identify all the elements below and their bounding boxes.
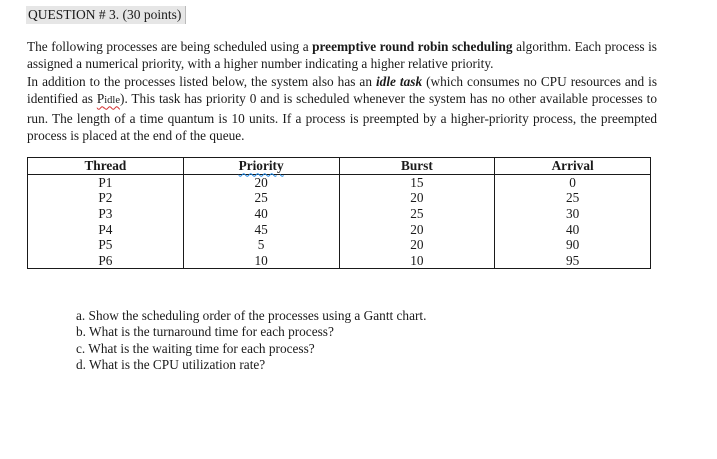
cell-priority: 25 bbox=[183, 190, 339, 206]
intro-paragraph bbox=[27, 38, 657, 73]
idle-task-term: idle task bbox=[375, 74, 423, 89]
cell-thread: P3 bbox=[28, 206, 184, 222]
question-c: c. What is the waiting time for each process? bbox=[76, 340, 315, 356]
table-row bbox=[28, 237, 651, 253]
question-b: b. What is the turnaround time for each process? bbox=[76, 324, 334, 340]
p-idle-subscript: idle bbox=[104, 95, 121, 107]
cell-priority: 40 bbox=[183, 206, 339, 222]
algorithm-name: preemptive round robin scheduling bbox=[312, 39, 513, 54]
cell-burst: 20 bbox=[339, 237, 495, 253]
question-d: d. What is the CPU utilization rate? bbox=[76, 356, 266, 372]
cell-arrival: 90 bbox=[495, 237, 651, 253]
p-idle-main: P bbox=[96, 91, 105, 107]
idle-text-3: ). This task has priority 0 and is scheduled whenever the system has no other available processes to run. The length of a time quantum is 10 units. If a process is preempted by a higher-priority process, the preempted process is placed at the end of the queue. bbox=[27, 91, 657, 143]
cell-burst: 15 bbox=[339, 174, 495, 190]
cell-priority: 45 bbox=[183, 221, 339, 237]
intro-text-2: algorithm. Each process is assigned a numerical priority, with a higher number indicating a higher relative priority. bbox=[27, 39, 657, 72]
cell-arrival: 40 bbox=[495, 221, 651, 237]
idle-task-paragraph bbox=[27, 73, 657, 144]
cell-priority: 20 bbox=[183, 174, 339, 190]
question-heading: QUESTION # 3. (30 points) bbox=[26, 6, 186, 24]
table-row bbox=[28, 221, 651, 237]
cell-burst: 25 bbox=[339, 206, 495, 222]
cell-arrival: 0 bbox=[495, 174, 651, 190]
cell-thread: P4 bbox=[28, 221, 184, 237]
header-priority: Priority bbox=[183, 158, 339, 175]
process-table bbox=[27, 157, 651, 269]
intro-text-1: The following processes are being scheduled using a bbox=[27, 39, 313, 54]
idle-text-2: (which consumes no CPU resources and is identified as bbox=[27, 74, 657, 107]
cell-arrival: 25 bbox=[495, 190, 651, 206]
p-idle-symbol bbox=[97, 91, 120, 106]
cell-arrival: 30 bbox=[495, 206, 651, 222]
cell-burst: 10 bbox=[339, 253, 495, 269]
cell-burst: 20 bbox=[339, 190, 495, 206]
table-header-row bbox=[28, 158, 651, 175]
table-row bbox=[28, 206, 651, 222]
question-a: a. Show the scheduling order of the processes using a Gantt chart. bbox=[76, 308, 427, 323]
table-row bbox=[28, 253, 651, 269]
header-arrival: Arrival bbox=[495, 158, 651, 175]
cell-thread: P2 bbox=[28, 190, 184, 206]
header-thread: Thread bbox=[28, 158, 184, 175]
cell-thread: P1 bbox=[28, 174, 184, 190]
cell-priority: 5 bbox=[183, 237, 339, 253]
table-row bbox=[28, 190, 651, 206]
idle-text-1: In addition to the processes listed below, the system also has an bbox=[27, 74, 376, 89]
question-list bbox=[76, 308, 426, 373]
cell-burst: 20 bbox=[339, 221, 495, 237]
cell-priority: 10 bbox=[183, 253, 339, 269]
header-burst: Burst bbox=[339, 158, 495, 175]
cell-thread: P6 bbox=[28, 253, 184, 269]
cell-thread: P5 bbox=[28, 237, 184, 253]
table-row bbox=[28, 174, 651, 190]
cell-arrival: 95 bbox=[495, 253, 651, 269]
